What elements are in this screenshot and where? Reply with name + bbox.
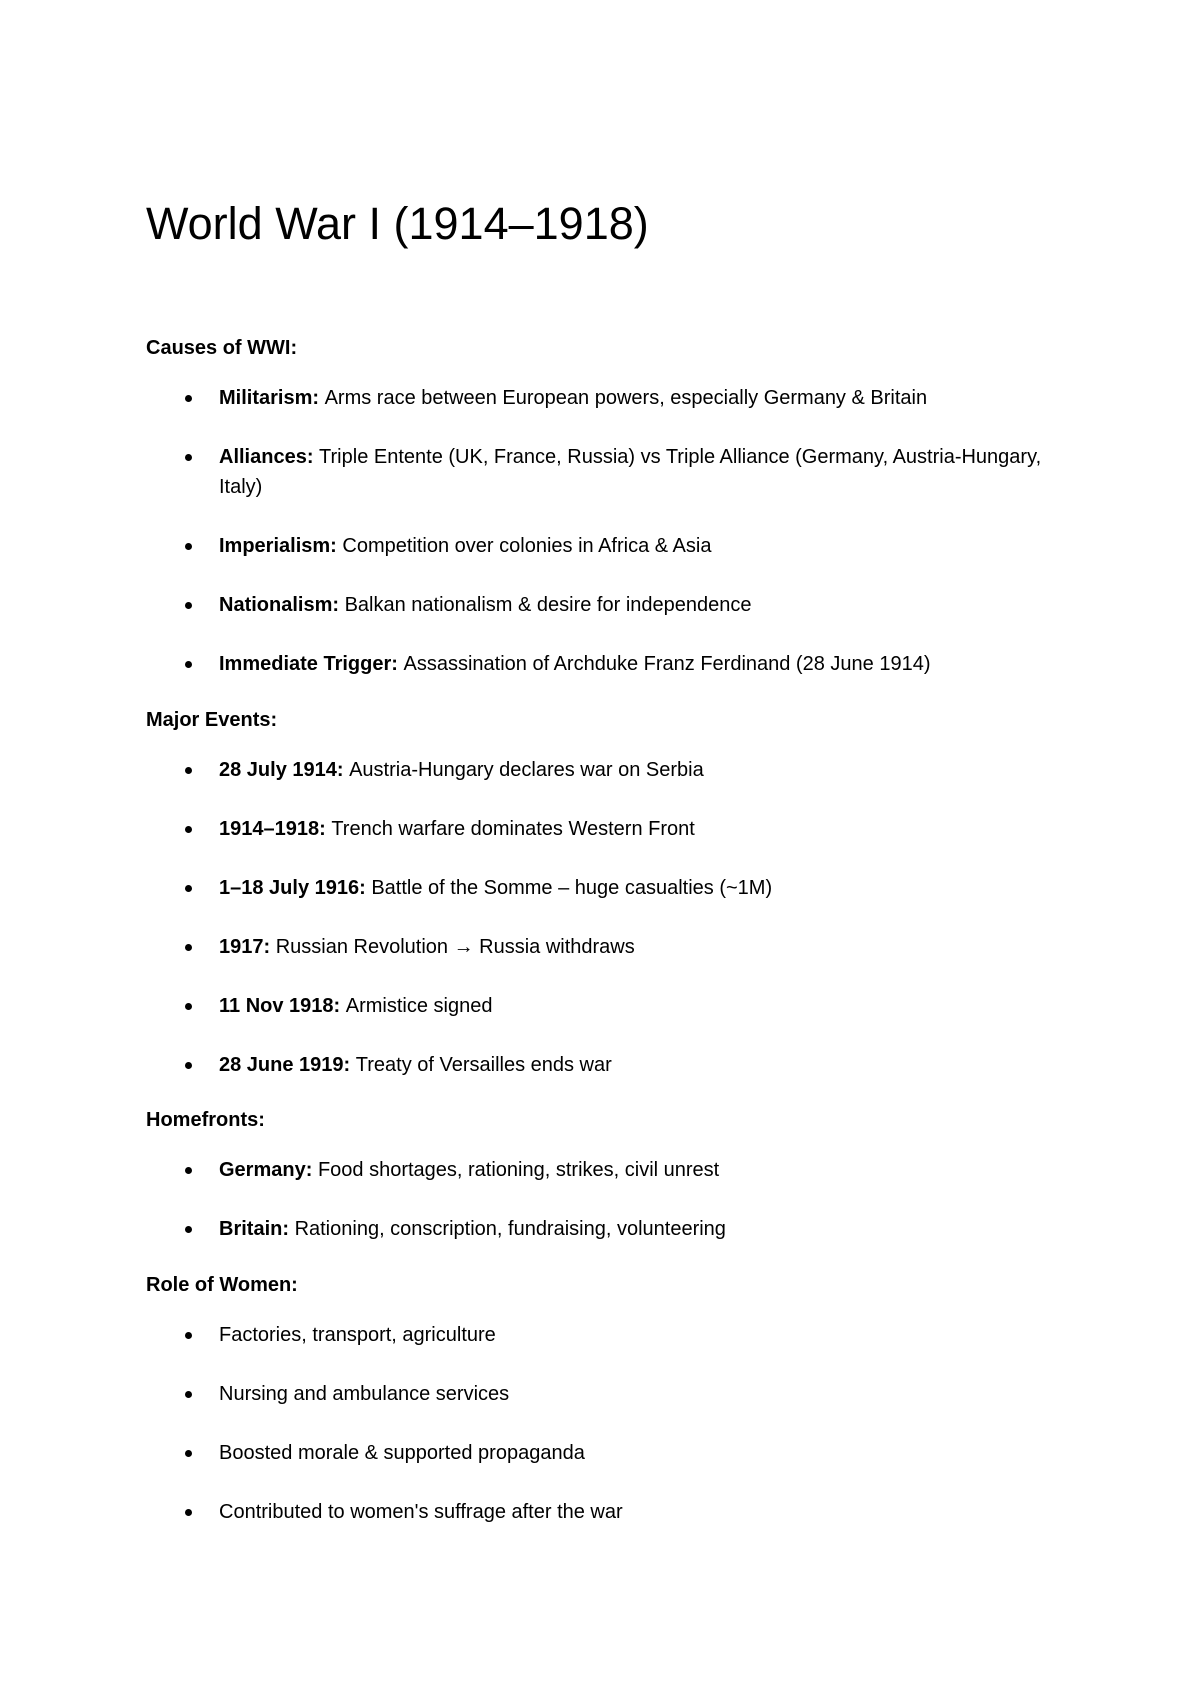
item-text: Rationing, conscription, fundraising, volunteering (294, 1218, 726, 1240)
bullet-icon (185, 454, 192, 461)
item-term: 28 June 1919: (219, 1054, 356, 1076)
item-text: Armistice signed (345, 995, 493, 1017)
section-causes (146, 334, 1046, 679)
section-heading: Major Events: (146, 709, 278, 731)
section-homefronts (146, 1106, 1046, 1244)
bullet-icon (185, 944, 192, 951)
item-term: Germany: (219, 1159, 318, 1181)
bullet-icon (185, 661, 192, 668)
item-term: Imperialism: (219, 535, 343, 557)
section-heading: Homefronts: (146, 1109, 265, 1131)
item-text: Assassination of Archduke Franz Ferdinand (28 June 1914) (403, 653, 931, 675)
item-text: Trench warfare dominates Western Front (331, 818, 695, 840)
item-text: Austria-Hungary declares war on Serbia (349, 759, 704, 781)
item-text: Nursing and ambulance services (219, 1383, 510, 1405)
list-item (146, 649, 1059, 679)
item-term: Immediate Trigger: (219, 653, 404, 675)
item-text: Competition over colonies in Africa & Asia (342, 535, 712, 557)
item-term: 1914–1918: (219, 818, 332, 840)
bullet-icon (185, 1003, 192, 1010)
bullet-icon (185, 1226, 192, 1233)
list-item (146, 531, 1059, 561)
section-major-events (146, 706, 1046, 1080)
list-item (146, 442, 1059, 502)
bullet-icon (185, 1167, 192, 1174)
list-item (146, 1497, 1059, 1527)
page-title: World War I (1914–1918) (146, 198, 649, 249)
bullet-list (146, 383, 1046, 679)
item-term: Britain: (219, 1218, 295, 1240)
item-term: 1–18 July 1916: (219, 877, 372, 899)
list-item (146, 1214, 1059, 1244)
item-term: 1917: (219, 936, 276, 958)
item-term: Alliances: (219, 446, 320, 468)
bullet-icon (185, 1332, 192, 1339)
bullet-list (146, 755, 1046, 1080)
item-text: Treaty of Versailles ends war (355, 1054, 612, 1076)
item-text: Battle of the Somme – huge casualties (~1M) (371, 877, 773, 899)
item-text: Boosted morale & supported propaganda (219, 1442, 585, 1464)
section-heading: Causes of WWI: (146, 337, 298, 359)
list-item (146, 590, 1059, 620)
item-text: Balkan nationalism & desire for independence (344, 594, 752, 616)
item-text: Arms race between European powers, especially Germany & Britain (324, 387, 928, 409)
item-text: Russian Revolution → Russia withdraws (275, 936, 635, 958)
bullet-icon (185, 543, 192, 550)
bullet-icon (185, 395, 192, 402)
item-term: 11 Nov 1918: (219, 995, 346, 1017)
bullet-list (146, 1320, 1046, 1527)
list-item (146, 1379, 1059, 1409)
item-text: Food shortages, rationing, strikes, civil unrest (317, 1159, 720, 1181)
list-item (146, 1320, 1059, 1350)
list-item (146, 1438, 1059, 1468)
item-text: Contributed to women's suffrage after the war (219, 1501, 623, 1523)
bullet-icon (185, 885, 192, 892)
item-term: Militarism: (219, 387, 325, 409)
bullet-icon (185, 1062, 192, 1069)
list-item (146, 383, 1059, 413)
list-item (146, 814, 1059, 844)
list-item (146, 873, 1059, 903)
bullet-icon (185, 1509, 192, 1516)
item-term: Nationalism: (219, 594, 345, 616)
section-heading: Role of Women: (146, 1274, 298, 1296)
list-item (146, 1155, 1059, 1185)
section-role-of-women (146, 1271, 1046, 1527)
list-item (146, 932, 1059, 962)
bullet-icon (185, 826, 192, 833)
list-item (146, 755, 1059, 785)
item-text: Triple Entente (UK, France, Russia) vs Triple Alliance (Germany, Austria-Hungary, Italy) (219, 446, 1042, 498)
bullet-icon (185, 1391, 192, 1398)
bullet-list (146, 1155, 1046, 1244)
bullet-icon (185, 602, 192, 609)
item-text: Factories, transport, agriculture (219, 1324, 496, 1346)
bullet-icon (185, 1450, 192, 1457)
bullet-icon (185, 767, 192, 774)
list-item (146, 1050, 1059, 1080)
list-item (146, 991, 1059, 1021)
item-term: 28 July 1914: (219, 759, 350, 781)
